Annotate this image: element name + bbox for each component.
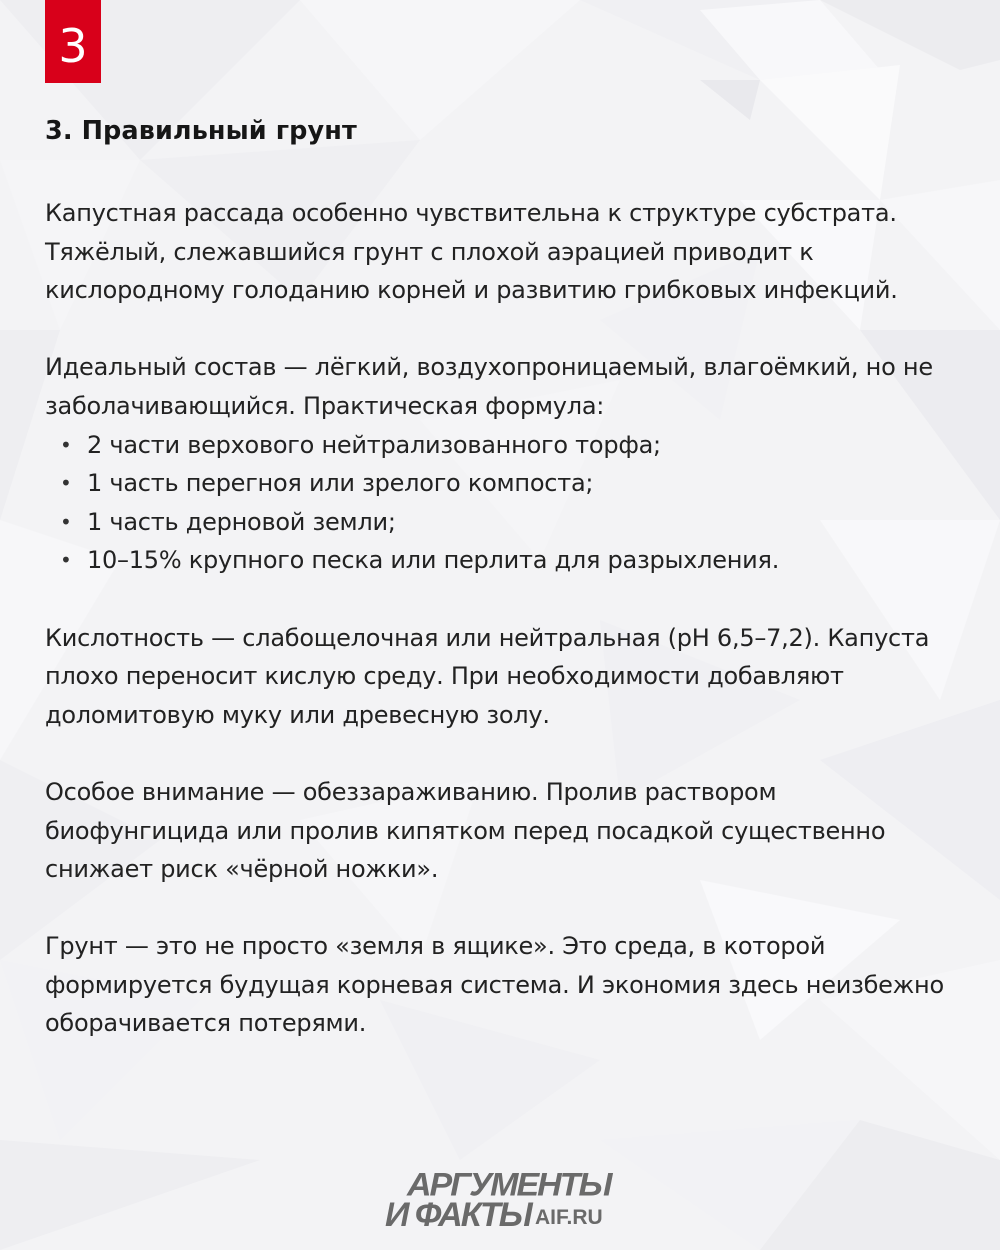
formula-list [45,426,965,580]
logo-site: AIF.RU [535,1206,603,1229]
logo-line-1: АРГУМЕНТЫ [407,1167,611,1204]
paragraph-acidity: Кислотность — слабощелочная или нейтральная (pH 6,5–7,2). Капуста плохо переносит кислую среду. При необходимости добавляют доломитовую муку или древесную золу. [45,623,930,729]
bullet-icon: • [60,509,72,534]
list-item-text: 1 часть перегноя или зрелого компоста; [87,469,594,498]
paragraph-disinfection: Особое внимание — обеззараживанию. Пролив раствором биофунгицида или пролив кипятком перед посадкой существенно снижает риск «чёрной ножки». [45,777,886,884]
logo-line-2: И ФАКТЫ [385,1196,531,1234]
paragraph-conclusion: Грунт — это не просто «земля в ящике». Это среда, в которой формируется будущая корневая система. И экономия здесь неизбежно оборачивается потерями. [45,932,944,1038]
aif-logo [385,1167,635,1234]
list-item [45,426,965,465]
list-item-text: 1 часть дерновой земли; [87,507,396,536]
paragraph-intro: Капустная рассада особенно чувствительна к структуре субстрата. Тяжёлый, слежавшийся грунт с плохой аэрацией приводит к кислородному голоданию корней и развитию грибковых инфекций. [45,199,898,305]
slide-number: 3 [58,19,88,73]
bullet-icon: • [60,432,72,457]
bullet-icon: • [60,548,72,573]
article-heading: 3. Правильный грунт [45,116,357,146]
article-content [45,112,965,1043]
slide-number-badge [45,0,101,83]
list-item [45,541,965,580]
bullet-icon: • [60,471,72,496]
list-item [45,464,965,503]
list-item-text: 2 части верхового нейтрализованного торфа; [87,430,661,459]
list-item-text: 10–15% крупного песка или перлита для разрыхления. [87,546,780,575]
paragraph-composition: Идеальный состав — лёгкий, воздухопроницаемый, влагоёмкий, но не заболачивающийся. Практическая формула: [45,353,933,420]
list-item [45,503,965,542]
